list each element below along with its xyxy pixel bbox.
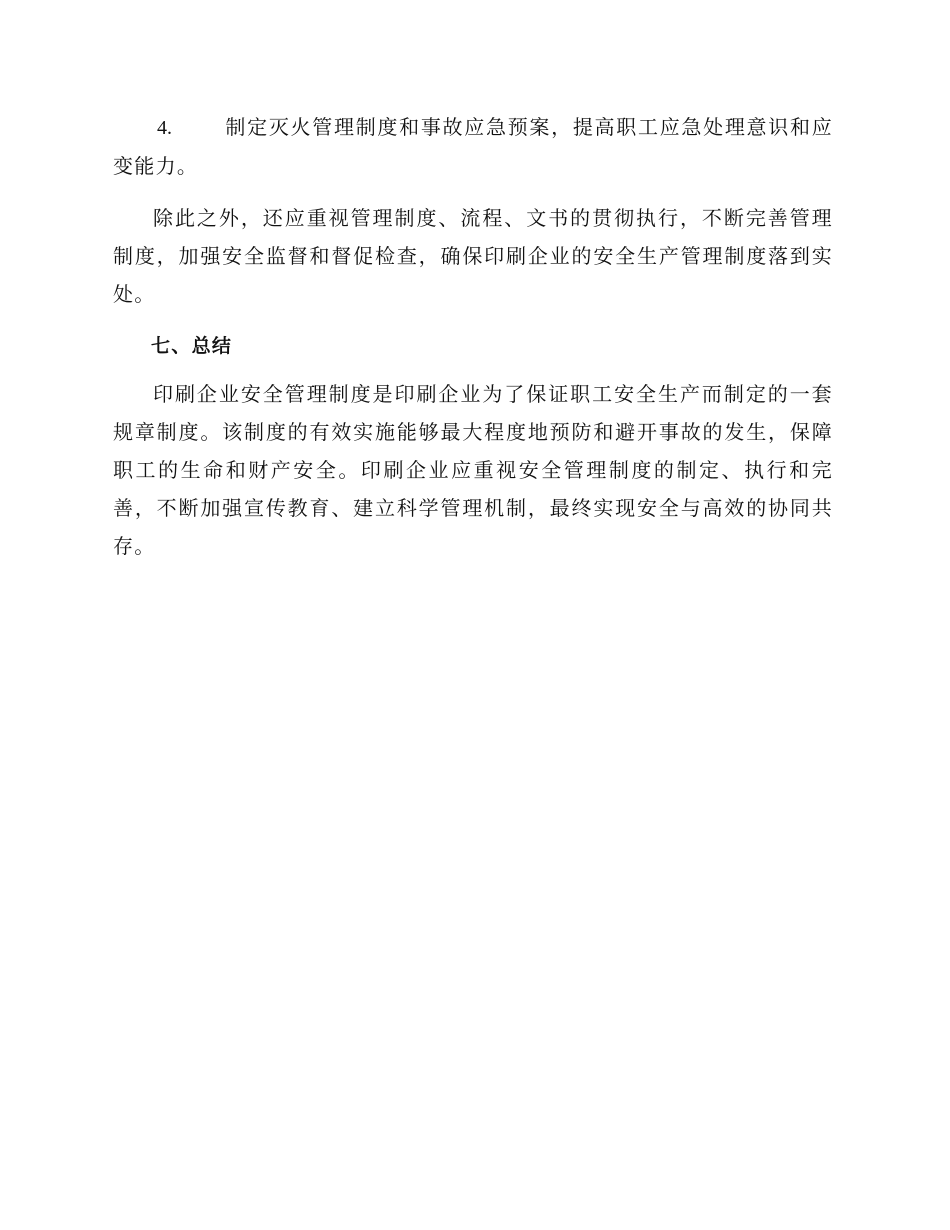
paragraph-summary: 印刷企业安全管理制度是印刷企业为了保证职工安全生产而制定的一套规章制度。该制度的有效实施能够最大程度地预防和避开事故的发生，保障职工的生命和财产安全。印刷企业应重视安全管理制度的制定、执行和完善，不断加强宣传教育、建立科学管理机制，最终实现安全与高效的协同共存。: [113, 382, 833, 558]
list-item-text: 制定灭火管理制度和事故应急预案，提高职工应急处理意识和应变能力。: [113, 115, 833, 178]
paragraph-additional-measures: 除此之外，还应重视管理制度、流程、文书的贯彻执行，不断完善管理制度，加强安全监督和督促检查，确保印刷企业的安全生产管理制度落到实处。: [113, 206, 833, 306]
list-item-number: 4.: [157, 117, 172, 139]
section-heading-summary: 七、总结: [151, 335, 233, 357]
document-body: [113, 108, 833, 579]
list-item-4: [113, 108, 833, 185]
